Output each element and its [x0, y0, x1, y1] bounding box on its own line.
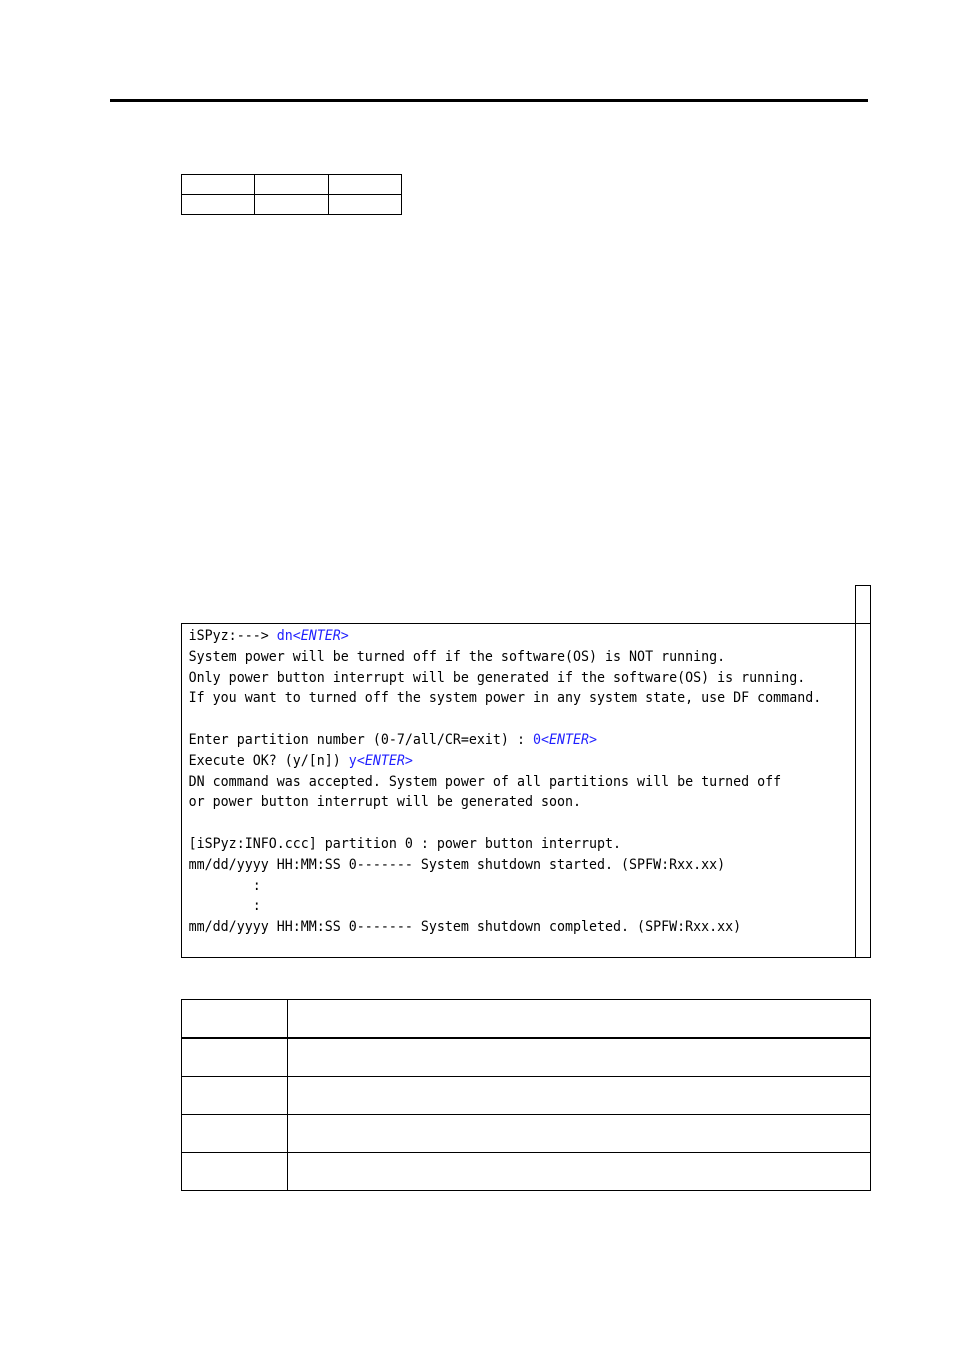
table-cell	[855, 586, 870, 624]
table-row	[182, 1153, 871, 1191]
table-row	[182, 1038, 871, 1077]
console-line: mm/dd/yyyy HH:MM:SS 0------- System shutdown completed. (SPFW:Rxx.xx)	[188, 919, 742, 936]
console-prompt: iSPyz:--->	[188, 628, 277, 644]
partition-prompt: Enter partition number (0-7/all/CR=exit) :	[188, 731, 533, 748]
command-text: dn	[276, 628, 293, 644]
enter-key-label: <ENTER>	[292, 628, 349, 644]
execute-prompt: Execute OK? (y/[n])	[188, 752, 349, 769]
enter-key-label: <ENTER>	[356, 752, 413, 769]
console-line: System power will be turned off if the software(OS) is NOT running.	[188, 648, 726, 665]
table-cell	[182, 1077, 288, 1115]
table-cell	[255, 195, 328, 215]
table-cell	[855, 624, 870, 958]
small-table	[181, 174, 402, 215]
console-ellipsis: :	[188, 898, 261, 915]
table-cell	[182, 195, 255, 215]
table-row	[182, 1115, 871, 1153]
console-line: mm/dd/yyyy HH:MM:SS 0------- System shutdown started. (SPFW:Rxx.xx)	[188, 856, 726, 873]
table-cell	[182, 1115, 288, 1153]
table-row	[182, 175, 402, 195]
table-cell	[288, 1038, 871, 1077]
console-input-confirm	[349, 753, 413, 769]
table-cell	[288, 1077, 871, 1115]
confirm-value: y	[348, 752, 357, 769]
table-cell	[182, 1000, 288, 1039]
table-cell	[288, 1000, 871, 1039]
partition-value: 0	[532, 731, 541, 748]
table-row	[182, 195, 402, 215]
console-line: [iSPyz:INFO.ccc] partition 0 : power button interrupt.	[188, 835, 622, 852]
table-cell	[288, 1115, 871, 1153]
table-row	[182, 1077, 871, 1115]
table-cell	[182, 586, 856, 624]
table-cell	[182, 1153, 288, 1191]
console-ellipsis: :	[188, 877, 261, 894]
header-rule	[110, 99, 868, 102]
table-cell	[328, 195, 401, 215]
table-cell	[182, 175, 255, 195]
console-line: or power button interrupt will be generated soon.	[188, 794, 582, 811]
console-example-table	[181, 585, 871, 958]
table-row	[182, 1000, 871, 1039]
bottom-table	[181, 999, 871, 1191]
table-cell	[182, 1038, 288, 1077]
table-cell	[288, 1153, 871, 1191]
console-line: If you want to turned off the system power in any system state, use DF command.	[188, 690, 822, 707]
console-line: Only power button interrupt will be generated if the software(OS) is running.	[188, 669, 806, 686]
table-cell	[255, 175, 328, 195]
console-output-cell	[182, 624, 856, 958]
console-line: DN command was accepted. System power of all partitions will be turned off	[188, 773, 782, 790]
console-input-partition	[533, 732, 597, 748]
table-cell	[328, 175, 401, 195]
table-row	[182, 586, 871, 624]
console-output	[182, 624, 821, 938]
console-input-command	[277, 628, 349, 644]
table-row	[182, 624, 871, 958]
enter-key-label: <ENTER>	[540, 731, 598, 748]
